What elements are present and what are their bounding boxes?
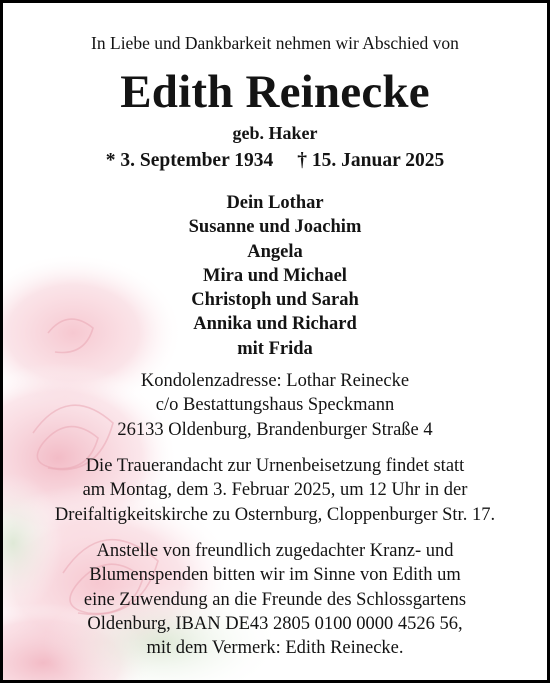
maiden-name: geb. Haker [232,123,318,143]
service-line: Die Trauerandacht zur Urnenbeisetzung findet statt [85,456,465,476]
family-member: mit Frida [237,338,313,359]
life-dates [3,150,547,172]
service-line: Dreifaltigkeitskirche zu Osternburg, Cloppenburger Str. 17. [54,504,496,525]
service-line: am Montag, dem 3. Februar 2025, um 12 Uhr in der [82,480,468,501]
donation-line: mit dem Vermerk: Edith Reinecke. [146,638,404,659]
donation-line: Blumenspenden bitten wir im Sinne von Edith um [89,565,461,586]
donation-line: eine Zuwendung an die Freunde des Schlossgartens [83,589,467,610]
service-info [3,454,547,527]
family-member: Mira und Michael [203,265,347,286]
address-line: 26133 Oldenburg, Brandenburger Straße 4 [117,419,433,440]
family-member: Dein Lothar [226,193,324,213]
family-list [3,191,547,361]
family-member: Angela [247,241,303,262]
birth-date: * 3. September 1934 [105,150,274,171]
donation-request [3,539,547,660]
donation-line: Anstelle von freundlich zugedachter Kranz- und [96,541,454,561]
deceased-name: Edith Reinecke [120,66,430,118]
family-member: Christoph und Sarah [191,290,359,311]
donation-line: Oldenburg, IBAN DE43 2805 0100 0000 4526 56, [87,613,463,634]
condolence-address [3,369,547,442]
address-line: c/o Bestattungshaus Speckmann [155,395,395,416]
family-member: Susanne und Joachim [188,217,362,238]
family-member: Annika und Richard [193,314,357,335]
intro-text: In Liebe und Dankbarkeit nehmen wir Abschied von [91,33,459,53]
address-line: Kondolenzadresse: Lothar Reinecke [140,371,410,391]
death-date: † 15. Januar 2025 [297,150,445,171]
